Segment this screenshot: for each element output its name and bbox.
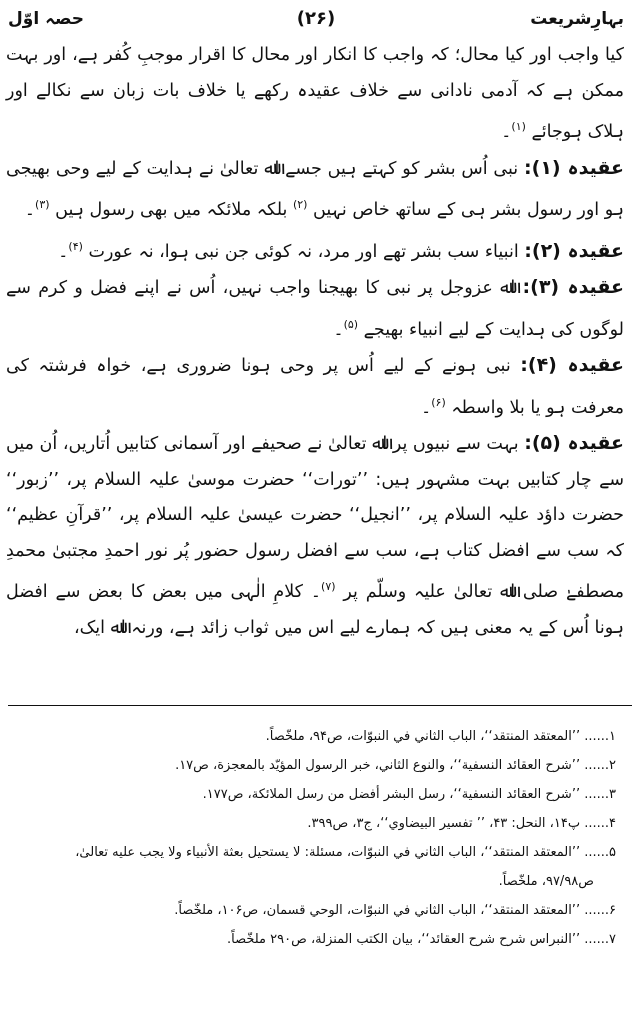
footnote-ref[interactable]: (۷) [321,580,336,594]
footnote-item: ۵...... ’’المعتقد المنتقد‘‘، الباب الثاني في النبوّات، مسئلة: لا يستحيل بعثة الأنبياء ولا يجب عليه تعالىٰ، [75,845,616,860]
footnote-item: ۷...... ’’النبراس شرح شرح العقائد‘‘، بيان الكتب المنزلة، ص۲۹۰ ملخّصاً. [226,932,616,947]
footnote-item: ۳...... ’’شرح العقائد النسفية‘‘، رسل البشر أفضل من رسل الملائكة، ص۱۷۷. [202,787,616,802]
paragraph-aqeeda-3: عقیدہ (۳): اﷲ عزوجل پر نبی کا بھیجنا واجب نہیں، اُس نے اپنے فضل و کرم سے لوگوں کی ہدایت کے لیے انبیاء بھیجے $^{(۵)}$۔ [6,276,624,340]
footnote-ref[interactable]: (۶) [431,395,446,409]
footnote-ref[interactable]: (۵) [343,317,359,331]
aqeeda-label: عقیدہ (۲): [524,239,624,262]
paragraph-aqeeda-4: عقیدہ (۴): نبی ہونے کے لیے اُس پر وحی ہونا ضروری ہے، خواہ فرشتہ کی معرفت ہو یا بلا واسطہ $^{(۶)}$۔ [6,354,624,418]
aqeeda-label: عقیدہ (۵): [524,432,624,455]
footnote-ref[interactable]: (۱) [511,120,526,134]
footnote-divider [8,705,632,706]
page-number: (۲۶) [296,7,336,29]
aqeeda-label: عقیدہ (۱): [524,156,624,179]
footnote-ref[interactable]: (۴) [68,239,83,253]
footnote-item: ۴...... پ۱۴، النحل: ۴۳، ’’ تفسير البيضاوي‘‘، ج۳، ص۳۹۹. [307,816,616,831]
book-title: بہارِشریعت [530,8,624,29]
paragraph-intro: کیا واجب اور کیا محال؛ کہ واجب کا انکار اور محال کا اقرار موجبِ کُفر ہے، اور بہت ممکن ہے کہ آدمی نادانی سے خلاف عقیدہ رکھے یا خلاف بات زبان سے نکالے اور ہلاک ہوجائے $^{(۱)}$۔ [6,45,624,143]
aqeeda-label: عقیدہ (۳): [522,276,624,299]
part-label: حصہ اوّل [8,8,85,29]
paragraph-aqeeda-2: عقیدہ (۲): انبیاء سب بشر تھے اور مرد، نہ کوئی جن نبی ہوا، نہ عورت $^{(۴)}$۔ [58,239,624,262]
footnote-item: ۶...... ’’المعتقد المنتقد‘‘، الباب الثاني في النبوّات، الوحي قسمان، ص۱۰۶، ملخّصاً. [174,903,616,918]
footnote-item: ۲...... ’’شرح العقائد النسفية‘‘، والنوع الثاني، خبر الرسول المؤيّد بالمعجزة، ص۱۷. [175,758,616,773]
main-text [6,38,624,646]
footnote-ref[interactable]: (۲) [292,198,308,212]
paragraph-aqeeda-1: عقیدہ (۱): نبی اُس بشر کو کہتے ہیں جسے اﷲ تعالیٰ نے ہدایت کے لیے وحی بھیجی ہو اور رسول بشر ہی کے ساتھ خاص نہیں $^{(۲)}$ بلکہ ملائکہ میں بھی رسول ہیں $^{(۳)}$۔ [6,156,624,221]
paragraph-aqeeda-5: عقیدہ (۵): بہت سے نبیوں پر اﷲ تعالیٰ نے صحیفے اور آسمانی کتابیں اُتاریں، اُن میں سے چار کتابیں بہت مشہور ہیں: ’’تورات‘‘ حضرت موسیٰ علیہ السلام پر، ’’زبور‘‘ حضرت داؤد علیہ السلام پر، ’’انجیل‘‘ حضرت عیسیٰ علیہ السلام پر، ’’قرآنِ عظیم‘‘ کہ سب سے افضل کتاب ہے، سب سے افضل رسول حضور پُر نور احمدِ مجتبیٰ محمدِ مصطفےٰ صلی اﷲ تعالیٰ علیہ وسلّم پر $^{(۷)}$۔ کلامِ الٰہی میں بعض کا بعض سے افضل ہونا اُس کے یہ معنی ہیں کہ ہمارے لیے اس میں ثواب زائد ہے، ورنہ اﷲ ایک، [6,432,624,638]
footnote-continuation: ص۹۷/۹۸، ملخّصاً. [498,874,594,889]
aqeeda-label: عقیدہ (۴): [520,354,624,377]
footnote-item: ۱...... ’’المعتقد المنتقد‘‘، الباب الثاني في النبوّات، ص۹۴، ملخّصاً. [265,729,616,744]
page-header [8,4,624,32]
footnotes [8,722,616,954]
footnote-ref[interactable]: (۳) [35,198,50,212]
